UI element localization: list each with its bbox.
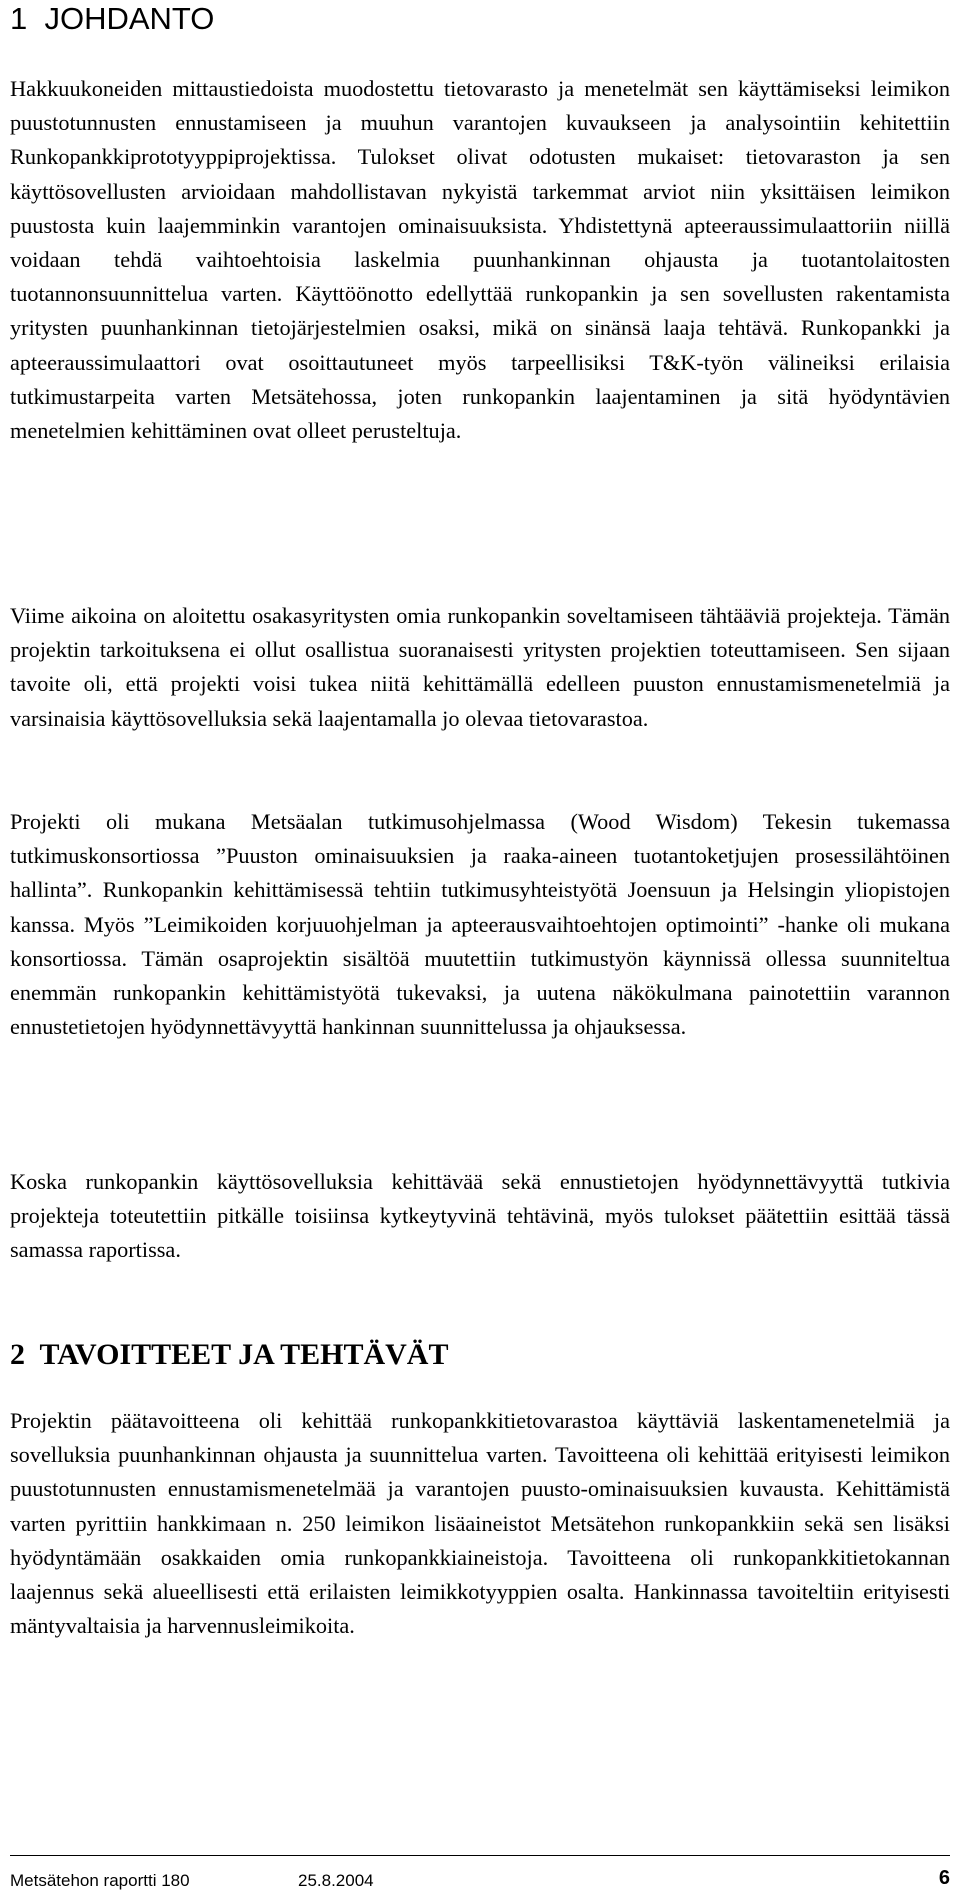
chapter-1-paragraph-1: Hakkuukoneiden mittaustiedoista muodostettu tietovarasto ja menetelmät sen käyttämiseksi leimikon puustotunnusten ennustamiseen ja muuhun varantojen kuvaukseen ja analysointiin kehitettiin Runkopankkiprototyyppiprojektissa. Tulokset olivat odotusten mukaiset: tietovaraston ja sen käyttösovellusten arvioidaan mahdollistavan nykyistä tarkemmat arviot niin yksittäisen leimikon puustosta kuin laajemminkin varantojen ominaisuuksista. Yhdistettynä apteeraussimulaattoriin niillä voidaan tehdä vaihtoehtoisia laskelmia puunhankinnan ohjausta ja tuotantolaitosten tuotannonsuunnittelua varten. Käyttöönotto edellyttää runkopankin ja sen sovellusten rakentamista yritysten puunhankinnan tietojärjestelmien osaksi, mikä on sinänsä laaja tehtävä. Runkopankki ja apteeraussimulaattori ovat osoittautuneet myös tarpeellisiksi T&K-työn välineiksi erilaisia tutkimustarpeita varten Metsätehossa, joten runkopankin laajentaminen ja sitä hyödyntävien menetelmien kehittäminen ovat olleet perusteltuja. — [10, 76, 950, 444]
chapter-1-paragraph-3: Projekti oli mukana Metsäalan tutkimusohjelmassa (Wood Wisdom) Tekesin tukemassa tutkimuskonsortiossa ”Puuston ominaisuuksien ja raaka-aineen tuotantoketjujen prosessilähtöinen hallinta”. Runkopankin kehittämisessä tehtiin tutkimusyhteistyötä Joensuun ja Helsingin yliopistojen kanssa. Myös ”Leimikoiden korjuuohjelman ja apteerausvaihtoehtojen optimointi” -hanke oli mukana konsortiossa. Tämän osaprojektin sisältöä muutettiin tutkimustyön käynnissä ollessa suunniteltua enemmän runkopankin kehittämistyötä tukevaksi, ja uutena näkökulmana painotettiin varannon ennustetietojen hyödynnettävyyttä hankinnan suunnittelussa ja ohjauksessa. — [10, 809, 950, 1040]
chapter-1-paragraph-2: Viime aikoina on aloitettu osakasyritysten omia runkopankin soveltamiseen tähtääviä projekteja. Tämän projektin tarkoituksena ei ollut osallistua suoranaisesti yritysten projektien toteuttamiseen. Sen sijaan tavoite oli, että projekti voisi tukea niitä kehittämällä edelleen puuston ennustamismenetelmiä ja varsinaisia käyttösovelluksia sekä laajentamalla jo olevaa tietovarastoa. — [10, 603, 950, 731]
page-footer — [10, 1855, 950, 1896]
footer-date: 25.8.2004 — [298, 1871, 374, 1890]
chapter-2-heading: 2 TAVOITTEET JA TEHTÄVÄT — [10, 1338, 449, 1371]
chapter-2-paragraph-1: Projektin päätavoitteena oli kehittää runkopankkitietovarastoa käyttäviä laskentamenetelmiä ja sovelluksia puunhankinnan ohjausta ja suunnittelua varten. Tavoitteena oli kehittää erityisesti leimikon puustotunnusten ennustamismenetelmää ja varantojen puusto-ominaisuuksien kuvausta. Kehittämistä varten pyrittiin hankkimaan n. 250 leimikon lisäaineistot Metsätehon runkopankkiin sekä sen lisäksi hyödyntämään osakkaiden omia runkopankkiaineistoja. Tavoitteena oli runkopankkitietokannan laajennus sekä alueellisesti että erilaisten leimikkotyyppien osalta. Hankinnassa tavoiteltiin erityisesti mäntyvaltaisia ja harvennusleimikoita. — [10, 1408, 950, 1639]
footer-publication: Metsätehon raportti 180 — [10, 1871, 190, 1890]
chapter-1-heading: 1 JOHDANTO — [10, 1, 215, 36]
chapter-1-paragraph-4: Koska runkopankin käyttösovelluksia kehittävää sekä ennustietojen hyödynnettävyyttä tutkivia projekteja toteutettiin pitkälle toisiinsa kytkeytyvinä tehtävinä, myös tulokset päätettiin esittää tässä samassa raportissa. — [10, 1169, 950, 1263]
footer-page-number: 6 — [938, 1867, 950, 1889]
